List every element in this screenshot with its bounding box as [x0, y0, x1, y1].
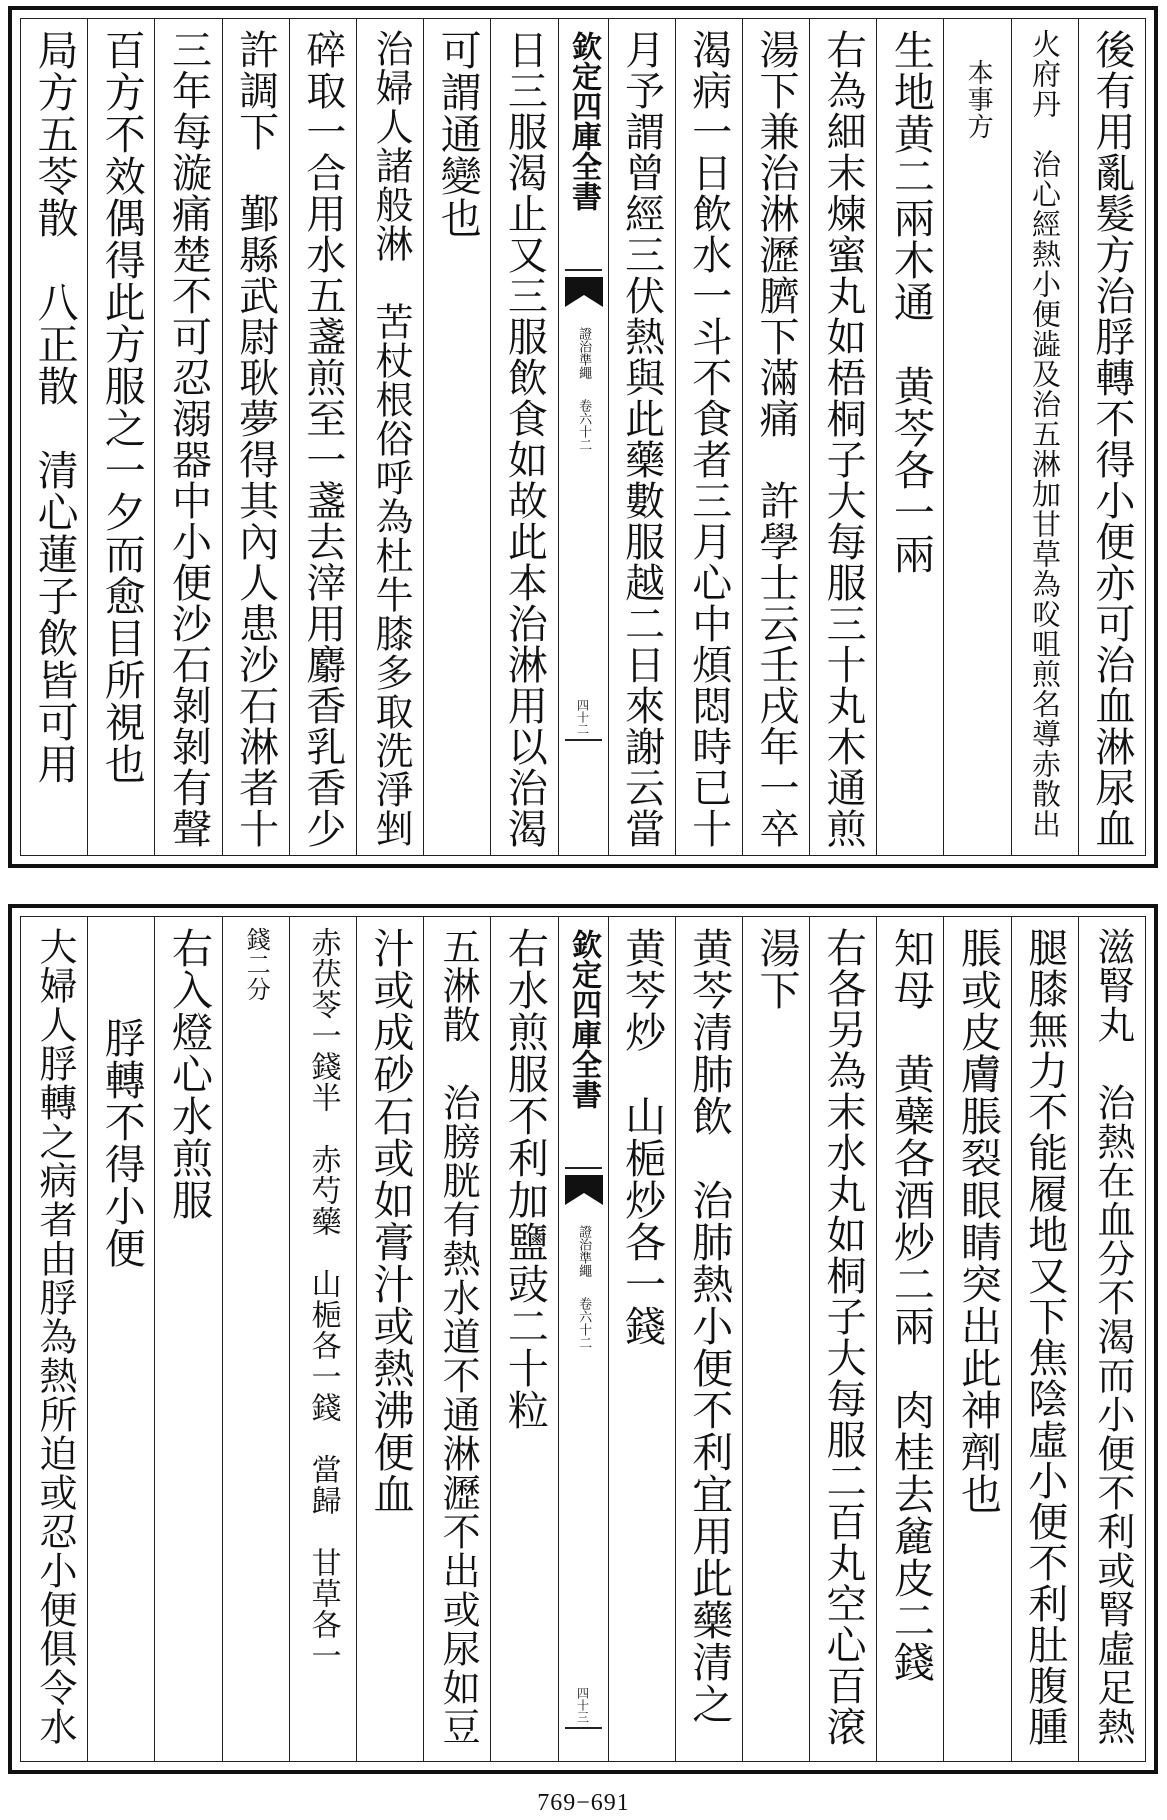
text-column: 黄芩炒 山梔炒各一錢: [608, 917, 675, 1761]
text-column: 滋腎丸 治熱在血分不渴而小便不利或腎虛足熱: [1078, 917, 1145, 1761]
bottom-page: [8, 904, 1158, 1774]
text-column: 湯下兼治淋瀝臍下滿痛 許學士云壬戌年一卒: [742, 19, 809, 855]
folio-number: 四十二: [575, 699, 590, 735]
text-column: 可謂通變也: [423, 19, 490, 855]
text-column: 湯下: [742, 917, 809, 1761]
text-column: 渴病一日飲水一斗不食者三月心中煩悶時已十: [675, 19, 742, 855]
top-page-columns: [21, 19, 1145, 855]
text-column: 百方不效偶得此方服之一夕而愈目所視也: [87, 19, 154, 855]
book-title: 證治準繩: [576, 327, 592, 379]
text-column: 局方五苓散 八正散 清心蓮子飲皆可用: [30, 29, 79, 785]
text-column: 右為細末煉蜜丸如梧桐子大每服三十丸木通煎: [809, 19, 876, 855]
fishtail-mark-icon: [565, 277, 603, 315]
top-page: [8, 6, 1158, 868]
text-column: 赤茯苓一錢半 赤芍藥 山梔各一錢 當歸 甘草各一: [289, 917, 356, 1761]
text-column: 本事方: [943, 19, 1010, 855]
text-column: 右水煎服不利加鹽豉二十粒: [490, 917, 557, 1761]
text-column: 黄芩清肺飲 治肺熱小便不利宜用此藥清之: [675, 917, 742, 1761]
collection-title: 欽定四庫全書: [566, 31, 601, 211]
gutter-rule: [565, 1727, 602, 1729]
center-gutter: [558, 917, 608, 1761]
text-column: 知母 黄蘗各酒炒二兩 肉桂去麄皮二錢: [876, 917, 943, 1761]
bottom-page-columns: [21, 917, 1145, 1761]
gutter-rule: [565, 1167, 602, 1169]
text-column: 日三服渴止又三服飲食如故此本治淋用以治渴: [490, 19, 557, 855]
text-column: 生地黄二兩木通 黄芩各一兩: [876, 19, 943, 855]
text-column: 火府丹 治心經熱小便澁及治五淋加甘草為㕮咀煎名導赤散出: [1011, 19, 1078, 855]
bottom-page-frame: [20, 916, 1146, 1762]
text-column: 治婦人諸般淋 苦杖根俗呼為杜牛膝多取洗淨剉: [356, 19, 423, 855]
text-column: 右入燈心水煎服: [154, 917, 221, 1761]
volume-label: 卷六十二: [576, 1297, 592, 1349]
text-column: 五淋散 治膀胱有熱水道不通淋瀝不出或尿如豆: [423, 917, 490, 1761]
text-column: 碎取一合用水五盞煎至一盞去滓用麝香乳香少: [289, 19, 356, 855]
gutter-rule: [565, 269, 602, 271]
text-column: 脬轉不得小便: [87, 917, 154, 1761]
gutter-rule: [565, 739, 602, 741]
text-column: 後有用亂髮方治脬轉不得小便亦可治血淋尿血: [1078, 19, 1145, 855]
folio-number: 四十三: [575, 1687, 590, 1723]
fishtail-mark-icon: [565, 1175, 603, 1213]
text-column: 錢二分: [222, 917, 289, 1761]
text-column: 汁或成砂石或如膏汁或熱沸便血: [356, 917, 423, 1761]
text-column: 脹或皮膚脹裂眼睛突出此神劑也: [943, 917, 1010, 1761]
page-number: 769−691: [537, 1790, 630, 1816]
text-column: 腿膝無力不能履地又下焦陰虛小便不利肚腹腫: [1011, 917, 1078, 1761]
top-page-frame: [20, 18, 1146, 856]
text-column: 許調下 鄞縣武尉耿夢得其內人患沙石淋者十: [222, 19, 289, 855]
text-column: 大婦人脬轉之病者由脬為熱所迫或忍小便俱令水: [33, 927, 78, 1746]
text-column: 右各另為末水丸如桐子大每服二百丸空心百滾: [809, 917, 876, 1761]
center-gutter: [558, 19, 608, 855]
volume-label: 卷六十二: [576, 399, 592, 451]
collection-title: 欽定四庫全書: [566, 929, 601, 1109]
text-column: 月予謂曾經三伏熱與此藥數服越二日來謝云當: [608, 19, 675, 855]
book-title: 證治準繩: [576, 1225, 592, 1277]
text-column: 三年每漩痛楚不可忍溺器中小便沙石剝剝有聲: [154, 19, 221, 855]
